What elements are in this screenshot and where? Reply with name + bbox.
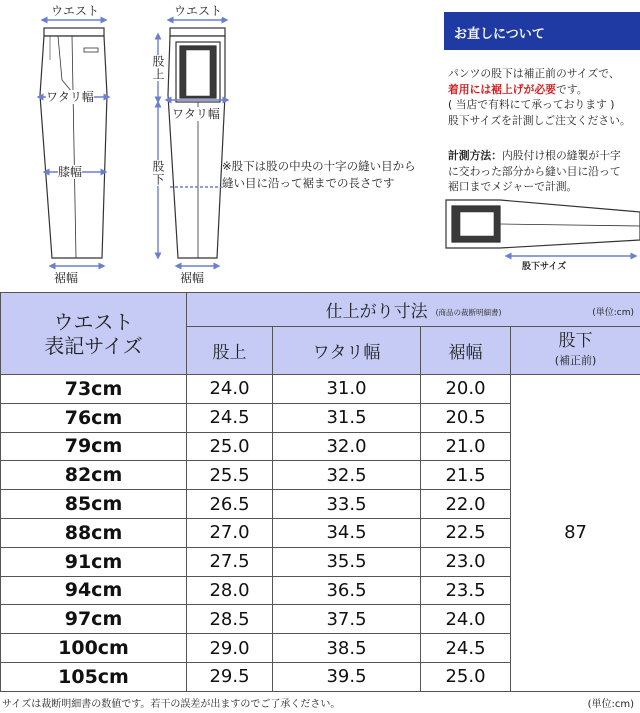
hem-cell: 23.5 <box>421 576 511 605</box>
waist-cell: 88cm <box>1 518 187 547</box>
back-waist-label: ウエスト <box>174 4 223 18</box>
rise-cell: 29.5 <box>187 662 273 691</box>
header-waist-line-1: ウエスト <box>53 309 134 334</box>
back-thigh-label: ワタリ幅 <box>172 107 220 121</box>
measure-line-2: に交わった部分から縫い目に沿って <box>448 164 621 178</box>
back-inseam-label: 股下 <box>151 160 165 186</box>
front-knee-label: 膝幅 <box>58 165 83 179</box>
rise-cell: 24.0 <box>187 375 273 404</box>
header-rise: 股上 <box>187 327 273 375</box>
header-hem: 裾幅 <box>421 327 511 375</box>
rise-cell: 27.0 <box>187 518 273 547</box>
inseam-value-cell: 87 <box>511 375 640 692</box>
back-rise-label: 股上 <box>151 55 165 81</box>
table-row <box>1 375 640 404</box>
header-waist <box>1 293 187 375</box>
rise-cell: 24.5 <box>187 403 273 432</box>
waist-cell: 73cm <box>1 375 187 404</box>
back-hem-label: 裾幅 <box>180 271 205 285</box>
hem-cell: 21.5 <box>421 461 511 490</box>
hem-cell: 23.0 <box>421 547 511 576</box>
thigh-cell: 31.0 <box>273 375 421 404</box>
waist-cell: 76cm <box>1 403 187 432</box>
hem-cell: 24.0 <box>421 605 511 634</box>
thigh-cell: 32.0 <box>273 432 421 461</box>
thigh-cell: 33.5 <box>273 490 421 519</box>
measure-line-1 <box>448 148 640 164</box>
rise-cell: 26.5 <box>187 490 273 519</box>
header-finish-label: 仕上がり寸法 <box>325 302 428 322</box>
inseam-measure-illustration <box>446 200 640 248</box>
rise-cell: 28.5 <box>187 605 273 634</box>
front-thigh-label: ワタリ幅 <box>46 90 94 104</box>
rise-cell: 25.5 <box>187 461 273 490</box>
inseam-size-label: 股下サイズ <box>520 259 568 272</box>
thigh-cell: 36.5 <box>273 576 421 605</box>
hem-cell: 20.5 <box>421 403 511 432</box>
waist-cell: 100cm <box>1 634 187 663</box>
header-inseam-note: (補正前) <box>554 353 597 367</box>
thigh-cell: 38.5 <box>273 634 421 663</box>
alteration-line-2 <box>448 82 640 98</box>
hem-cell: 21.0 <box>421 432 511 461</box>
footer-unit: (単位:cm) <box>587 699 634 710</box>
rise-cell: 28.0 <box>187 576 273 605</box>
waist-cell: 97cm <box>1 605 187 634</box>
header-waist-line-2: 表記サイズ <box>44 333 143 358</box>
waist-cell: 85cm <box>1 490 187 519</box>
thigh-cell: 35.5 <box>273 547 421 576</box>
waist-cell: 94cm <box>1 576 187 605</box>
alteration-line-3: ( 当店で有料にて承っております ) <box>448 98 615 111</box>
thigh-cell: 39.5 <box>273 662 421 691</box>
waist-cell: 91cm <box>1 547 187 576</box>
header-finish-note: (商品の裁断明細書) <box>435 307 502 317</box>
hem-cell: 20.0 <box>421 375 511 404</box>
hem-cell: 24.5 <box>421 634 511 663</box>
thigh-cell: 31.5 <box>273 403 421 432</box>
header-thigh: ワタリ幅 <box>273 327 421 375</box>
hem-cell: 22.0 <box>421 490 511 519</box>
rise-cell: 25.0 <box>187 432 273 461</box>
alteration-line-4: 股下サイズを計測しご注文ください。 <box>448 113 631 127</box>
alteration-line-2-rest: です。 <box>555 82 588 96</box>
measure-method <box>448 148 640 195</box>
thigh-cell: 34.5 <box>273 518 421 547</box>
header-unit: (単位:cm) <box>592 308 635 318</box>
measure-title: 計測方法： <box>448 149 502 162</box>
front-waist-label: ウエスト <box>51 4 100 18</box>
thigh-cell: 32.5 <box>273 461 421 490</box>
alteration-description <box>448 66 640 128</box>
header-inseam-label: 股下 <box>558 330 593 351</box>
rise-cell: 29.0 <box>187 634 273 663</box>
hemming-required: 着用には裾上げが必要 <box>448 82 556 96</box>
header-inseam <box>511 327 640 375</box>
size-table-body <box>1 375 640 692</box>
front-pants <box>40 28 107 258</box>
alteration-line-1: パンツの股下は補正前のサイズで、 <box>448 67 620 80</box>
size-table <box>0 292 640 692</box>
measure-line-1-text: 内股付け根の縫製が十字 <box>501 149 621 162</box>
waist-cell: 82cm <box>1 461 187 490</box>
rise-cell: 27.5 <box>187 547 273 576</box>
waist-cell: 105cm <box>1 662 187 691</box>
thigh-cell: 37.5 <box>273 605 421 634</box>
hem-cell: 22.5 <box>421 518 511 547</box>
back-pants <box>168 28 225 258</box>
front-hem-label: 裾幅 <box>54 271 79 285</box>
alteration-title: お直しについて <box>444 12 640 50</box>
pants-diagram <box>0 0 640 292</box>
footer-note: サイズは裁断明細書の数値です。若干の誤差が出ますのでご了承ください。 <box>2 699 341 710</box>
hem-cell: 25.0 <box>421 662 511 691</box>
inseam-note: ※股下は股の中央の十字の縫い目から縫い目に沿って裾までの長さです <box>222 159 416 190</box>
waist-cell: 79cm <box>1 432 187 461</box>
header-finish <box>187 293 640 327</box>
measure-line-3: 裾口までメジャーで計測。 <box>448 180 578 193</box>
